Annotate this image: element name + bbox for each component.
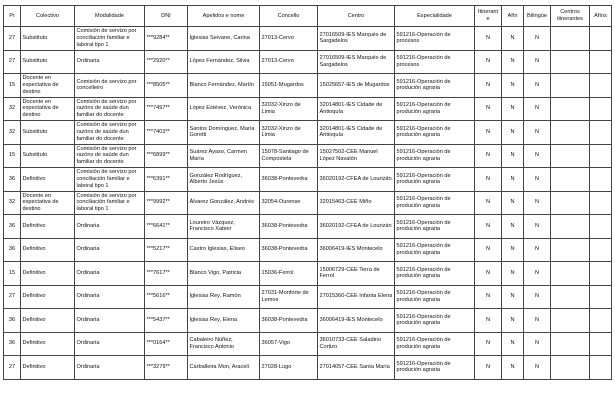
cell-bilingue: N — [524, 74, 551, 98]
header-apelidos-e-nome: Apelidos e nome — [188, 6, 260, 27]
cell-colectivo: Docente en expectativa de destino — [21, 74, 75, 98]
cell-bilingue: N — [524, 121, 551, 145]
table-row — [4, 356, 612, 380]
cell-centro: 36010733-CEE Saladino Cortizo — [318, 332, 395, 356]
cell-modalidade: Comisión de servizo por concelleiro — [75, 74, 145, 98]
cell-nome: López Fernández, Silvia — [188, 50, 260, 74]
cell-modalidade: Ordinaria — [75, 332, 145, 356]
cell-nome: Blanco Vigo, Patricia — [188, 262, 260, 286]
assignments-table — [3, 5, 612, 380]
cell-dni: ***6391** — [145, 168, 188, 192]
cell-especialidade: 591216-Operación de produción agraria — [395, 356, 475, 380]
cell-afin: N — [502, 309, 524, 333]
cell-centros-itinerantes — [551, 262, 590, 286]
header-especialidade: Especialidade — [395, 6, 475, 27]
cell-centro: 32014801-IES Cidade de Antioquía — [318, 97, 395, 121]
table-row — [4, 144, 612, 168]
table-row — [4, 50, 612, 74]
cell-concello: 32054-Ourense — [260, 191, 318, 215]
cell-centros-itinerantes — [551, 285, 590, 309]
cell-dni: ***6641** — [145, 215, 188, 239]
cell-dni: ***5437** — [145, 309, 188, 333]
cell-nome: Loureiro Vázquez, Francisco Xabier — [188, 215, 260, 239]
cell-centros-itinerantes — [551, 309, 590, 333]
table-row — [4, 215, 612, 239]
cell-itinerante: N — [475, 27, 502, 51]
cell-itinerante: N — [475, 285, 502, 309]
cell-concello: 32032-Xinzo de Limia — [260, 121, 318, 145]
cell-colectivo: Definitivo — [21, 238, 75, 262]
cell-afins — [590, 74, 612, 98]
table-row — [4, 285, 612, 309]
cell-bilingue: N — [524, 191, 551, 215]
cell-afin: N — [502, 97, 524, 121]
cell-pr: 36 — [4, 168, 21, 192]
cell-afin: N — [502, 50, 524, 74]
cell-nome: Blanco Fernández, Martín — [188, 74, 260, 98]
cell-nome: López Estévez, Verónica — [188, 97, 260, 121]
cell-afin: N — [502, 74, 524, 98]
header-afins: Afíns — [590, 6, 612, 27]
cell-dni: ***8505** — [145, 74, 188, 98]
cell-bilingue: N — [524, 262, 551, 286]
cell-especialidade: 591216-Operación de produción agraria — [395, 97, 475, 121]
cell-itinerante: N — [475, 332, 502, 356]
cell-concello: 15051-Mugardos — [260, 74, 318, 98]
header-centro: Centro — [318, 6, 395, 27]
cell-colectivo: Definitivo — [21, 309, 75, 333]
cell-concello: 15078-Santiago de Compostela — [260, 144, 318, 168]
cell-afins — [590, 168, 612, 192]
cell-nome: Iglesias Rey, Elena — [188, 309, 260, 333]
cell-colectivo: Substituto — [21, 50, 75, 74]
cell-nome: Carballeira Mon, Araceli — [188, 356, 260, 380]
cell-concello: 32032-Xinzo de Limia — [260, 97, 318, 121]
header-modalidade: Modalidade — [75, 6, 145, 27]
cell-centro: 27015360-CEE Infanta Elena — [318, 285, 395, 309]
cell-modalidade: Comisión de servizo por conciliación familiar e laboral tipo 1 — [75, 168, 145, 192]
cell-afin: N — [502, 262, 524, 286]
cell-centro: 36020192-CFEA de Lourizán — [318, 168, 395, 192]
cell-afin: N — [502, 121, 524, 145]
cell-dni: ***7617** — [145, 262, 188, 286]
header-bilingue: Bilingüe — [524, 6, 551, 27]
cell-colectivo: Definitivo — [21, 285, 75, 309]
cell-pr: 27 — [4, 50, 21, 74]
cell-dni: ***0164** — [145, 332, 188, 356]
cell-especialidade: 591216-Operación de produción agraria — [395, 144, 475, 168]
cell-centros-itinerantes — [551, 50, 590, 74]
cell-centro: 32015463-CEE Miño — [318, 191, 395, 215]
header-itinerante: Itinerante — [475, 6, 502, 27]
cell-bilingue: N — [524, 50, 551, 74]
cell-especialidade: 591216-Operación de produción agraria — [395, 262, 475, 286]
cell-modalidade: Comisión de servizo por conciliación familiar e laboral tipo 1 — [75, 191, 145, 215]
cell-afin: N — [502, 144, 524, 168]
cell-afin: N — [502, 356, 524, 380]
table-row — [4, 262, 612, 286]
cell-pr: 36 — [4, 332, 21, 356]
document-page — [3, 5, 611, 380]
cell-nome: González Rodríguez, Alberto Jesús — [188, 168, 260, 192]
cell-itinerante: N — [475, 50, 502, 74]
cell-afins — [590, 309, 612, 333]
header-centros-itinerantes: Centros itinerantes — [551, 6, 590, 27]
cell-nome: Cabaleiro Núñez, Francisco Antonio — [188, 332, 260, 356]
cell-especialidade: 591216-Operación de procesos — [395, 27, 475, 51]
cell-colectivo: Docente en expectativa de destino — [21, 191, 75, 215]
cell-nome: Suárez Ayaso, Carmen María — [188, 144, 260, 168]
cell-pr: 15 — [4, 144, 21, 168]
cell-modalidade: Ordinaria — [75, 238, 145, 262]
cell-nome: Iglesias Rey, Ramón — [188, 285, 260, 309]
table-row — [4, 27, 612, 51]
cell-centros-itinerantes — [551, 74, 590, 98]
cell-centro: 27014057-CEE Santa María — [318, 356, 395, 380]
cell-itinerante: N — [475, 309, 502, 333]
cell-bilingue: N — [524, 27, 551, 51]
cell-afin: N — [502, 168, 524, 192]
cell-modalidade: Comisión de servizo por razóns de saúde dun familiar do docente — [75, 121, 145, 145]
cell-modalidade: Comisión de servizo por conciliación familiar e laboral tipo 1 — [75, 27, 145, 51]
cell-modalidade: Ordinaria — [75, 262, 145, 286]
cell-afins — [590, 356, 612, 380]
cell-modalidade: Comisión de servizo por razóns de saúde dun familiar do docente — [75, 97, 145, 121]
cell-centros-itinerantes — [551, 121, 590, 145]
cell-itinerante: N — [475, 356, 502, 380]
table-row — [4, 168, 612, 192]
cell-afins — [590, 332, 612, 356]
cell-concello: 27013-Cervo — [260, 27, 318, 51]
table-row — [4, 238, 612, 262]
cell-centro: 15006729-CEE Terra de Ferrol — [318, 262, 395, 286]
cell-concello: 36038-Pontevedra — [260, 238, 318, 262]
cell-bilingue: N — [524, 168, 551, 192]
cell-modalidade: Ordinaria — [75, 215, 145, 239]
table-row — [4, 191, 612, 215]
cell-nome: Álvarez González, Andrés — [188, 191, 260, 215]
cell-centro: 36020192-CFEA de Lourizán — [318, 215, 395, 239]
cell-centro: 15025657-IES de Mugardos — [318, 74, 395, 98]
cell-especialidade: 591216-Operación de produción agraria — [395, 238, 475, 262]
header-afin: Afín — [502, 6, 524, 27]
cell-centros-itinerantes — [551, 168, 590, 192]
cell-modalidade: Ordinaria — [75, 50, 145, 74]
cell-bilingue: N — [524, 215, 551, 239]
cell-centro: 36006419-IES Montecelo — [318, 309, 395, 333]
cell-centro: 32014801-IES Cidade de Antioquía — [318, 121, 395, 145]
cell-afin: N — [502, 238, 524, 262]
cell-bilingue: N — [524, 309, 551, 333]
header-concello: Concello — [260, 6, 318, 27]
cell-dni: ***6899** — [145, 144, 188, 168]
cell-centros-itinerantes — [551, 238, 590, 262]
cell-centro: 27016509-IES Marqués de Sargadelos — [318, 27, 395, 51]
table-row — [4, 332, 612, 356]
cell-centros-itinerantes — [551, 191, 590, 215]
cell-itinerante: N — [475, 238, 502, 262]
cell-afins — [590, 191, 612, 215]
cell-colectivo: Definitivo — [21, 356, 75, 380]
cell-concello: 36038-Pontevedra — [260, 309, 318, 333]
cell-centros-itinerantes — [551, 97, 590, 121]
cell-itinerante: N — [475, 215, 502, 239]
cell-colectivo: Docente en expectativa de destino — [21, 97, 75, 121]
cell-especialidade: 591216-Operación de produción agraria — [395, 332, 475, 356]
cell-dni: ***3279** — [145, 356, 188, 380]
cell-nome: Castro Iglesias, Eliseo — [188, 238, 260, 262]
cell-especialidade: 591216-Operación de produción agraria — [395, 285, 475, 309]
cell-bilingue: N — [524, 285, 551, 309]
cell-bilingue: N — [524, 97, 551, 121]
cell-nome: Santos Domínguez, María Goretti — [188, 121, 260, 145]
cell-pr: 15 — [4, 262, 21, 286]
table-header-row — [4, 6, 612, 27]
cell-itinerante: N — [475, 74, 502, 98]
cell-pr: 27 — [4, 356, 21, 380]
cell-bilingue: N — [524, 144, 551, 168]
cell-itinerante: N — [475, 191, 502, 215]
cell-afin: N — [502, 285, 524, 309]
cell-concello: 36038-Pontevedra — [260, 168, 318, 192]
cell-dni: ***9992** — [145, 191, 188, 215]
cell-colectivo: Substituto — [21, 27, 75, 51]
cell-afins — [590, 285, 612, 309]
cell-afins — [590, 238, 612, 262]
cell-centros-itinerantes — [551, 144, 590, 168]
cell-itinerante: N — [475, 97, 502, 121]
cell-afins — [590, 27, 612, 51]
cell-concello: 36038-Pontevedra — [260, 215, 318, 239]
cell-itinerante: N — [475, 144, 502, 168]
cell-especialidade: 591216-Operación de produción agraria — [395, 191, 475, 215]
cell-afins — [590, 262, 612, 286]
cell-pr: 36 — [4, 215, 21, 239]
cell-centros-itinerantes — [551, 215, 590, 239]
cell-dni: ***9284** — [145, 27, 188, 51]
cell-dni: ***7497** — [145, 97, 188, 121]
cell-afins — [590, 121, 612, 145]
cell-modalidade: Ordinaria — [75, 285, 145, 309]
cell-pr: 32 — [4, 97, 21, 121]
table-row — [4, 74, 612, 98]
cell-centro: 27016509-IES Marqués de Sargadelos — [318, 50, 395, 74]
cell-colectivo: Definitivo — [21, 332, 75, 356]
table-row — [4, 97, 612, 121]
cell-afins — [590, 50, 612, 74]
cell-modalidade: Comisión de servizo por razóns de saúde dun familiar do docente — [75, 144, 145, 168]
header-colectivo: Colectivo — [21, 6, 75, 27]
cell-pr: 32 — [4, 121, 21, 145]
table-row — [4, 309, 612, 333]
cell-centros-itinerantes — [551, 332, 590, 356]
cell-modalidade: Ordinaria — [75, 309, 145, 333]
cell-especialidade: 591216-Operación de produción agraria — [395, 74, 475, 98]
cell-afin: N — [502, 332, 524, 356]
cell-dni: ***2920** — [145, 50, 188, 74]
cell-dni: ***5217** — [145, 238, 188, 262]
cell-concello: 27031-Monforte de Lemos — [260, 285, 318, 309]
cell-itinerante: N — [475, 121, 502, 145]
cell-concello: 27028-Lugo — [260, 356, 318, 380]
cell-especialidade: 591216-Operación de produción agraria — [395, 215, 475, 239]
cell-afins — [590, 144, 612, 168]
cell-nome: Iglesias Seivane, Carina — [188, 27, 260, 51]
cell-colectivo: Substituto — [21, 144, 75, 168]
cell-especialidade: 591216-Operación de produción agraria — [395, 121, 475, 145]
header-pr: Pr — [4, 6, 21, 27]
cell-centro: 15027502-CEE Manuel López Navalón — [318, 144, 395, 168]
cell-colectivo: Substituto — [21, 121, 75, 145]
cell-concello: 27013-Cervo — [260, 50, 318, 74]
cell-pr: 15 — [4, 74, 21, 98]
cell-pr: 27 — [4, 285, 21, 309]
cell-bilingue: N — [524, 332, 551, 356]
cell-especialidade: 591216-Operación de procesos — [395, 50, 475, 74]
cell-concello: 36057-Vigo — [260, 332, 318, 356]
cell-afin: N — [502, 27, 524, 51]
cell-afin: N — [502, 191, 524, 215]
cell-bilingue: N — [524, 238, 551, 262]
table-body — [4, 27, 612, 380]
cell-modalidade: Ordinaria — [75, 356, 145, 380]
cell-itinerante: N — [475, 168, 502, 192]
cell-afins — [590, 97, 612, 121]
cell-especialidade: 591216-Operación de produción agraria — [395, 168, 475, 192]
cell-especialidade: 591216-Operación de produción agraria — [395, 309, 475, 333]
cell-colectivo: Definitivo — [21, 215, 75, 239]
cell-centros-itinerantes — [551, 27, 590, 51]
cell-afins — [590, 215, 612, 239]
cell-centro: 36006419-IES Montecelo — [318, 238, 395, 262]
cell-concello: 15036-Ferrol — [260, 262, 318, 286]
cell-colectivo: Definitivo — [21, 168, 75, 192]
table-row — [4, 121, 612, 145]
cell-dni: ***5616** — [145, 285, 188, 309]
cell-pr: 36 — [4, 238, 21, 262]
header-dni: DNI — [145, 6, 188, 27]
cell-itinerante: N — [475, 262, 502, 286]
cell-pr: 27 — [4, 27, 21, 51]
cell-pr: 32 — [4, 191, 21, 215]
cell-centros-itinerantes — [551, 356, 590, 380]
cell-pr: 36 — [4, 309, 21, 333]
cell-bilingue: N — [524, 356, 551, 380]
cell-colectivo: Definitivo — [21, 262, 75, 286]
cell-dni: ***7403** — [145, 121, 188, 145]
cell-afin: N — [502, 215, 524, 239]
